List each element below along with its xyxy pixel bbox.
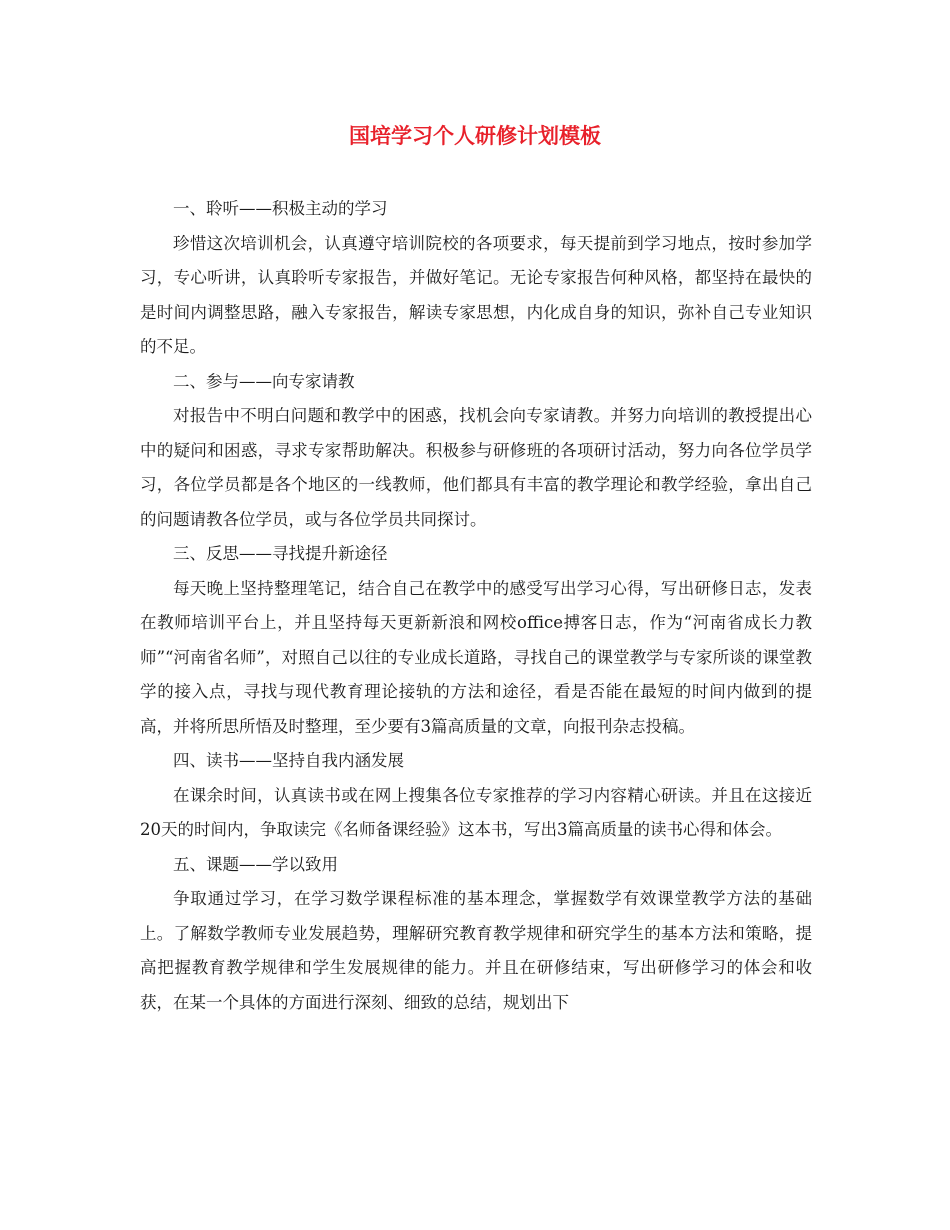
section-paragraph-4: 在课余时间，认真读书或在网上搜集各位专家推荐的学习内容精心研读。并且在这接近20天的时间内，争取读完《名师备课经验》这本书，写出3篇高质量的读书心得和体会。 <box>140 785 812 839</box>
document-body <box>140 192 812 1020</box>
section-heading-2: 二、参与——向专家请教 <box>173 371 355 391</box>
section-heading-1: 一、聆听——积极主动的学习 <box>173 199 388 218</box>
section-paragraph-5: 争取通过学习，在学习数学课程标准的基本理念，掌握数学有效课堂教学方法的基础上。了解数学教师专业发展趋势，理解研究教育教学规律和研究学生的基本方法和策略，提高把握教育教学规律和学生发展规律的能力。并且在研修结束，写出研修学习的体会和收获，在某一个具体的方面进行深刻、细致的总结，规划出下 <box>140 889 812 1012</box>
section-heading-4: 四、读书——坚持自我内涵发展 <box>173 751 404 770</box>
section-paragraph-2: 对报告中不明白问题和教学中的困惑，找机会向专家请教。并努力向培训的教授提出心中的疑问和困惑，寻求专家帮助解决。积极参与研修班的各项研讨活动，努力向各位学员学习，各位学员都是各个地区的一线教师，他们都具有丰富的教学理论和教学经验，拿出自己的问题请教各位学员，或与各位学员共同探讨。 <box>140 406 812 529</box>
section-paragraph-3: 每天晚上坚持整理笔记，结合自己在教学中的感受写出学习心得，写出研修日志，发表在教师培训平台上，并且坚持每天更新新浪和网校office搏客日志，作为“河南省成长力教师”“河南省名师”，对照自己以往的专业成长道路，寻找自己的课堂教学与专家所谈的课堂教学的接入点，寻找与现代教育理论接轨的方法和途径，看是否能在最短的时间内做到的提高，并将所思所悟及时整理，至少要有3篇高质量的文章，向报刊杂志投稿。 <box>140 578 812 736</box>
section-heading-5: 五、课题——学以致用 <box>173 854 338 874</box>
section-paragraph-1: 珍惜这次培训机会，认真遵守培训院校的各项要求，每天提前到学习地点，按时参加学习，专心听讲，认真聆听专家报告，并做好笔记。无论专家报告何种风格，都坚持在最快的是时间内调整思路，融入专家报告，解读专家思想，内化成自身的知识，弥补自己专业知识的不足。 <box>140 233 812 356</box>
document-title: 国培学习个人研修计划模板 <box>349 123 601 148</box>
section-heading-3: 三、反思——寻找提升新途径 <box>173 544 388 563</box>
